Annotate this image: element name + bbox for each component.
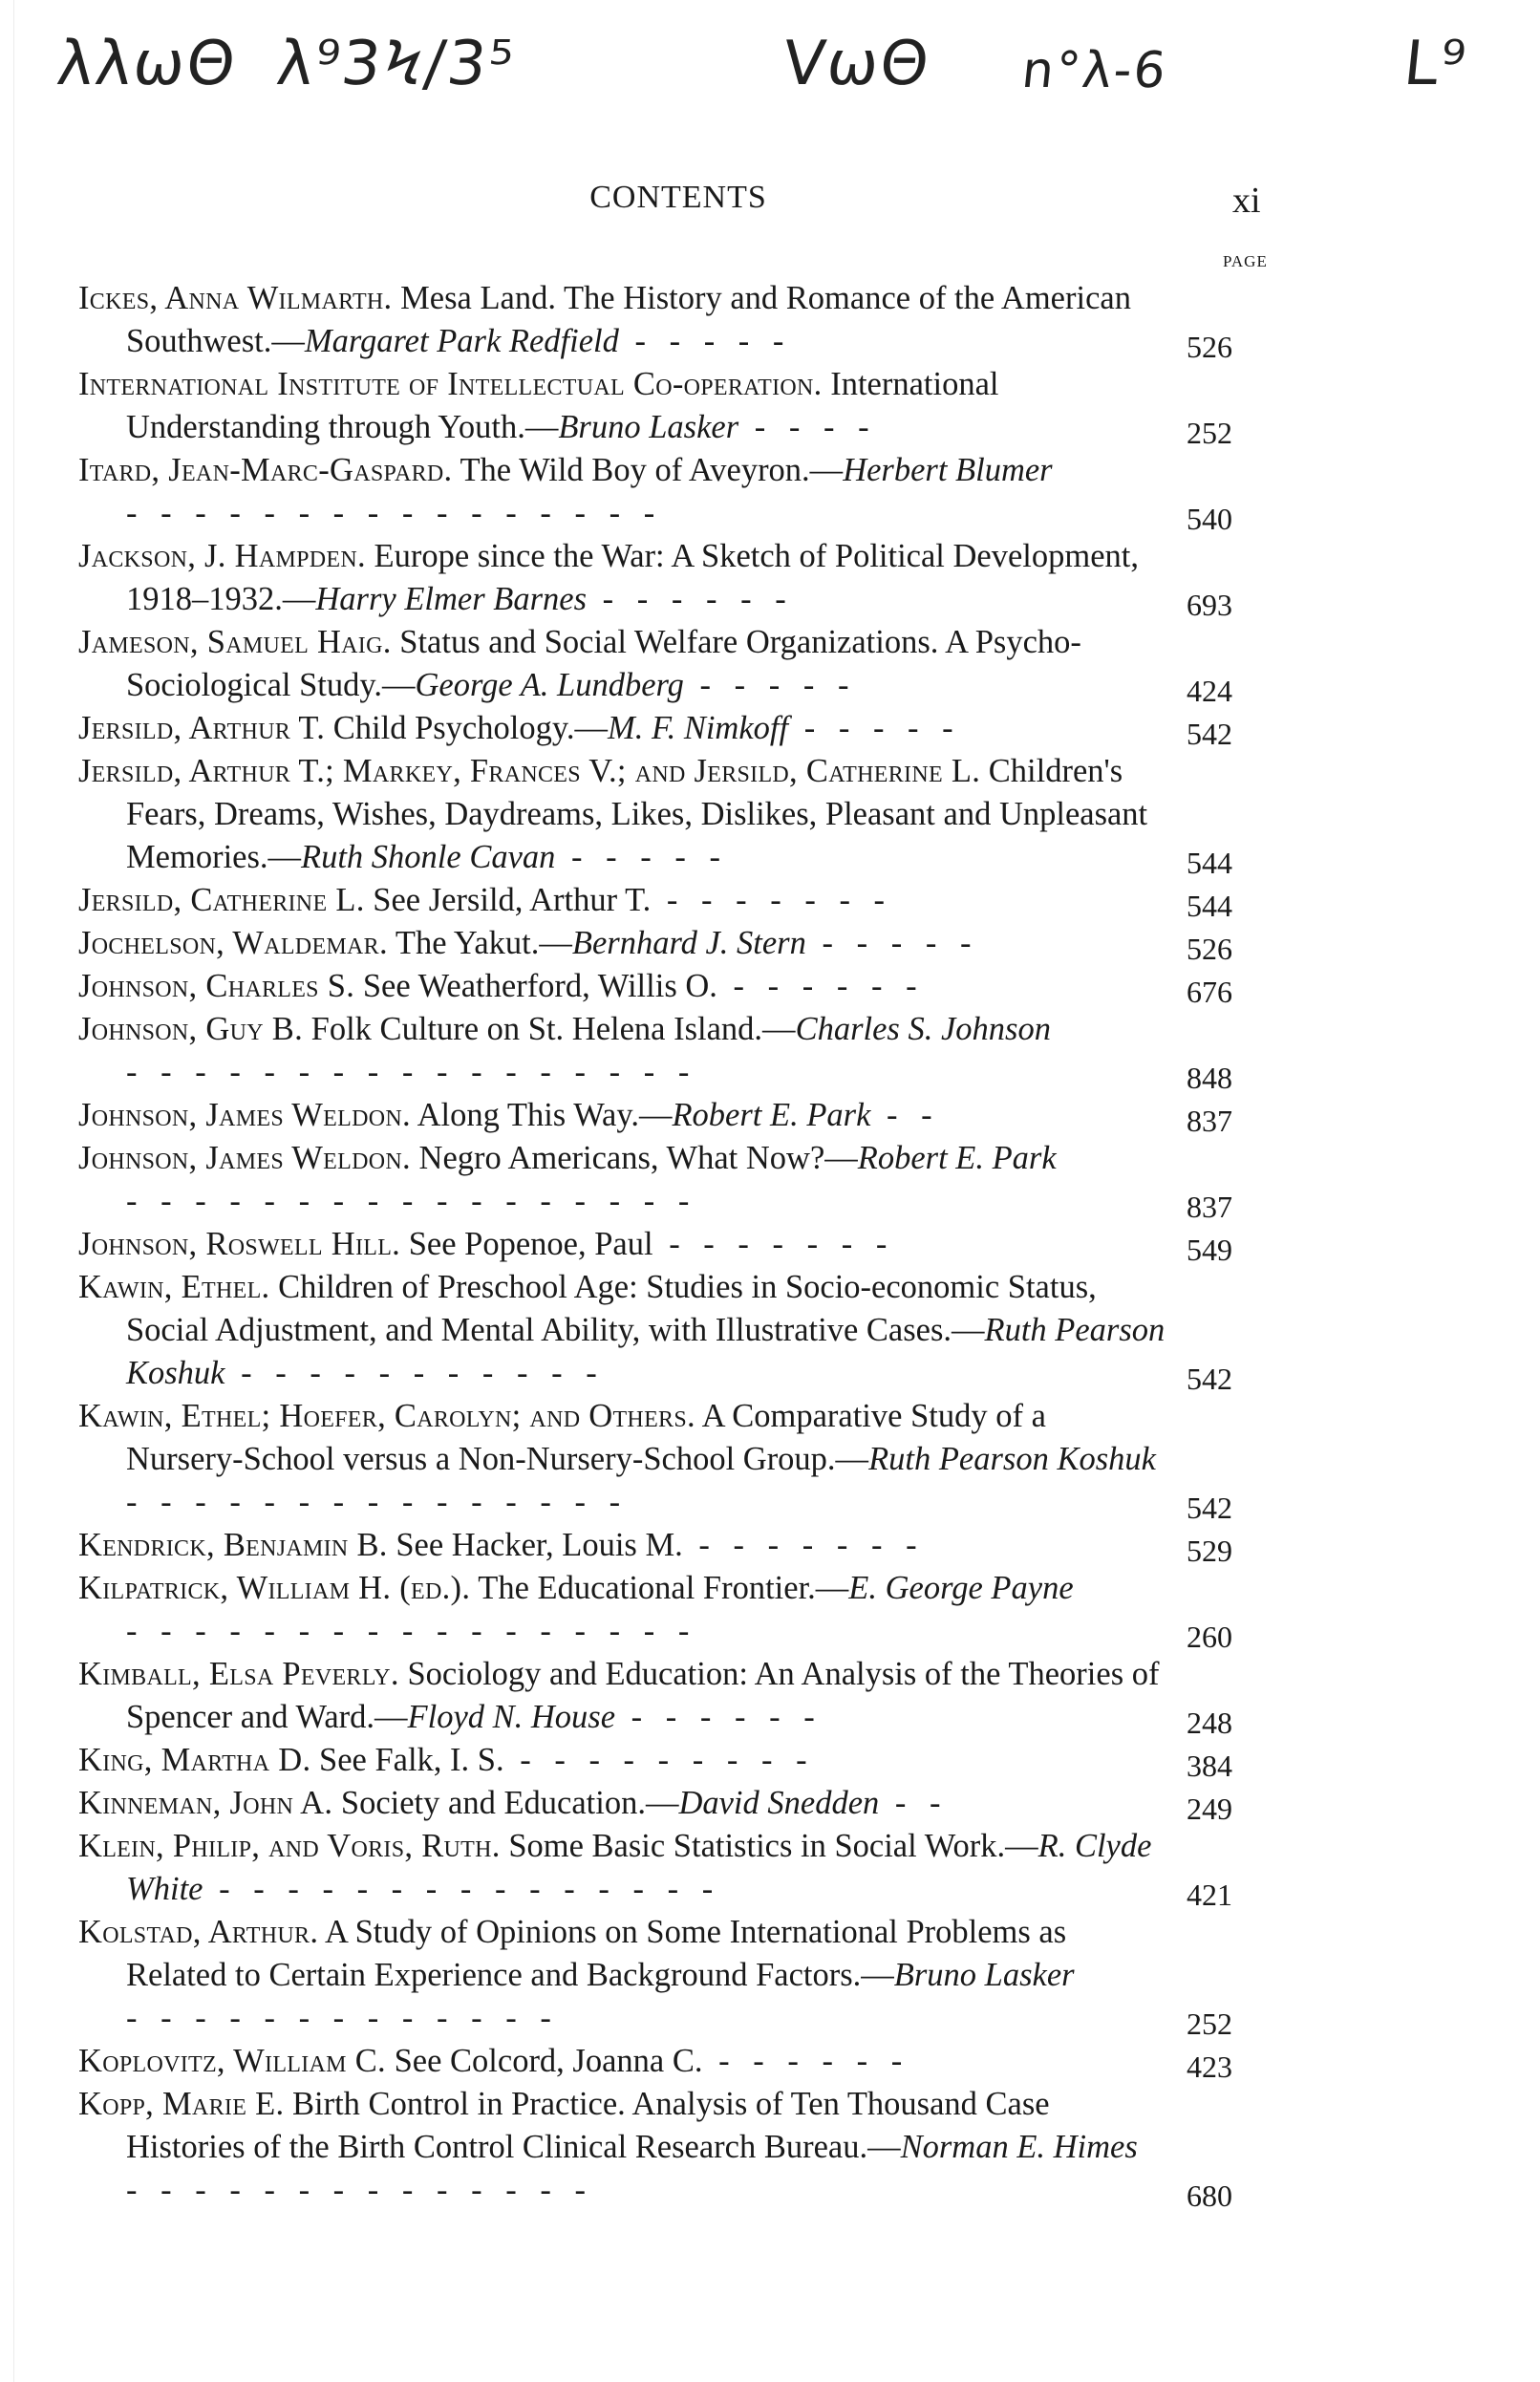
entry-page-number: 837: [1187, 1104, 1232, 1138]
book-title: See Popenoe, Paul: [400, 1226, 653, 1262]
reviewer-name: E. George Payne: [848, 1570, 1074, 1606]
dot-leader: - - - - - - -: [682, 1527, 925, 1563]
handwritten-note: λλωΘ: [53, 29, 241, 99]
book-title: The Wild Boy of Aveyron.—: [452, 452, 844, 488]
dot-leader: - - - -: [738, 409, 877, 445]
dot-leader: - - - - -: [805, 925, 979, 961]
contents-entry: [78, 1223, 1273, 1266]
contents-entry: [78, 363, 1273, 449]
contents-entry: [78, 1782, 1273, 1825]
entry-page-number: 680: [1187, 2178, 1232, 2213]
contents-entry: [78, 750, 1273, 879]
contents-entry: [78, 922, 1273, 965]
contents-entry: [78, 2040, 1273, 2083]
author-name: Jackson, J. Hampden.: [78, 538, 366, 574]
handwritten-note: n°λ-6: [1018, 42, 1170, 99]
page-number: xi: [1232, 181, 1261, 221]
dot-leader: - - - - - -: [587, 581, 794, 617]
author-name: Kawin, Ethel.: [78, 1269, 270, 1305]
entry-page-number: 248: [1187, 1706, 1232, 1740]
book-title: Society and Education.—: [332, 1785, 679, 1821]
author-name: Koplovitz, William C.: [78, 2043, 386, 2079]
contents-entry: [78, 449, 1273, 535]
dot-leader: - - - - - - -: [651, 882, 893, 918]
dot-leader: - - - - - - - - - - - - - - - - -: [126, 1183, 697, 1219]
reviewer-name: Herbert Blumer: [843, 452, 1053, 488]
reviewer-name: Margaret Park Redfield: [304, 323, 619, 359]
entry-page-number: 526: [1187, 932, 1232, 966]
entry-page-number: 424: [1187, 674, 1232, 708]
entry-page-number: 544: [1187, 846, 1232, 880]
reviewer-name: George A. Lundberg: [415, 667, 684, 703]
entry-page-number: 423: [1187, 2049, 1232, 2084]
dot-leader: - - - - - - - - - - - - - - -: [203, 1871, 721, 1907]
book-title: Negro Americans, What Now?—: [410, 1140, 858, 1176]
author-name: Jersild, Arthur T.; Markey, Frances V.; and Jersild, Catherine L.: [78, 753, 981, 789]
dot-leader: - - - - - - - - - - - - - - -: [126, 1484, 629, 1520]
entry-page-number: 542: [1187, 1491, 1232, 1525]
book-title: Children's Fears, Dreams, Wishes, Daydreams, Likes, Dislikes, Pleasant and Unpleasant Memories.—: [126, 753, 1148, 875]
entry-page-number: 252: [1187, 416, 1232, 450]
author-name: Kilpatrick, William H. (ed.).: [78, 1570, 471, 1606]
contents-entry: [78, 707, 1273, 750]
entry-page-number: 260: [1187, 1620, 1232, 1654]
author-name: Kawin, Ethel; Hoefer, Carolyn; and Others.: [78, 1398, 695, 1434]
reviewer-name: Norman E. Himes: [900, 2129, 1138, 2165]
contents-entry: [78, 1825, 1273, 1911]
contents-entry: [78, 1653, 1273, 1739]
contents-entry: [78, 1395, 1273, 1524]
dot-leader: - - - - -: [555, 839, 728, 875]
contents-entry: [78, 277, 1273, 363]
contents-entry: [78, 1524, 1273, 1567]
reviewer-name: Robert E. Park: [672, 1097, 871, 1133]
author-name: Kendrick, Benjamin B.: [78, 1527, 388, 1563]
reviewer-name: Ruth Pearson Koshuk: [868, 1441, 1156, 1477]
book-title: Birth Control in Practice. Analysis of Ten Thousand Case Histories of the Birth Control Clinical Research Bureau.—: [126, 2086, 1050, 2165]
reviewer-name: Floyd N. House: [407, 1699, 616, 1735]
book-title: The Yakut.—: [387, 925, 572, 961]
author-name: Jersild, Catherine L.: [78, 882, 365, 918]
dot-leader: - -: [879, 1785, 949, 1821]
dot-leader: - - - - -: [683, 667, 857, 703]
dot-leader: - - - - - - - - - - - - - -: [126, 2172, 593, 2208]
entry-page-number: 544: [1187, 889, 1232, 923]
entry-page-number: 542: [1187, 1362, 1232, 1396]
book-title: A Study of Opinions on Some International Problems as Related to Certain Experience and Background Factors.—: [126, 1914, 1067, 1993]
book-title: See Hacker, Louis M.: [387, 1527, 683, 1563]
entry-page-number: 384: [1187, 1749, 1232, 1783]
book-title: See Weatherford, Willis O.: [354, 968, 717, 1004]
author-name: International Institute of Intellectual Co-operation.: [78, 366, 823, 402]
author-name: Johnson, James Weldon.: [78, 1097, 411, 1133]
book-title: See Jersild, Arthur T.: [364, 882, 652, 918]
page-column-label: PAGE: [1223, 252, 1268, 270]
book-title: A Comparative Study of a Nursery-School versus a Non-Nursery-School Group.—: [126, 1398, 1046, 1477]
book-title: Children of Preschool Age: Studies in Socio-economic Status, Social Adjustment, and Mental Ability, with Illustrative Cases.—: [126, 1269, 1097, 1348]
dot-leader: - - - - - - - - - - - - - - - - -: [126, 1054, 697, 1090]
contents-entry: [78, 879, 1273, 922]
dot-leader: - - - - - - - - - - -: [225, 1355, 605, 1391]
reviewer-name: David Snedden: [678, 1785, 880, 1821]
handwritten-note: λ⁹3Ϟ/3⁵: [273, 29, 519, 99]
handwritten-note: VωΘ: [780, 29, 934, 99]
entry-page-number: 540: [1187, 502, 1232, 536]
entry-page-number: 529: [1187, 1534, 1232, 1568]
reviewer-name: Bruno Lasker: [558, 409, 739, 445]
dot-leader: - - - - -: [618, 323, 792, 359]
author-name: Johnson, James Weldon.: [78, 1140, 411, 1176]
book-title: Status and Social Welfare Organizations. A Psycho-Sociological Study.—: [126, 624, 1081, 703]
dot-leader: - - - - - - - - -: [503, 1742, 815, 1778]
author-name: Kinneman, John A.: [78, 1785, 333, 1821]
entry-page-number: 542: [1187, 717, 1232, 751]
dot-leader: - - - - - -: [717, 968, 925, 1004]
dot-leader: - - - - - -: [702, 2043, 910, 2079]
book-title: Europe since the War: A Sketch of Political Development, 1918–1932.—: [126, 538, 1139, 617]
running-head: CONTENTS: [589, 180, 767, 215]
page-edge-shadow: [13, 0, 14, 2382]
reviewer-name: R. Clyde White: [126, 1828, 1152, 1907]
author-name: Jersild, Arthur T.: [78, 710, 326, 746]
contents-entry: [78, 965, 1273, 1008]
contents-entry: [78, 1008, 1273, 1094]
author-name: Ickes, Anna Wilmarth.: [78, 280, 393, 316]
book-title: International Understanding through Youth.—: [126, 366, 999, 445]
dot-leader: - - - - - - -: [652, 1226, 895, 1262]
author-name: Jochelson, Waldemar.: [78, 925, 388, 961]
reviewer-name: Robert E. Park: [857, 1140, 1057, 1176]
entry-page-number: 848: [1187, 1061, 1232, 1095]
author-name: Johnson, Roswell Hill.: [78, 1226, 401, 1262]
contents-entry: [78, 2083, 1273, 2212]
reviewer-name: Bruno Lasker: [893, 1957, 1075, 1993]
dot-leader: - - - - -: [788, 710, 961, 746]
author-name: Kopp, Marie E.: [78, 2086, 285, 2122]
reviewer-name: M. F. Nimkoff: [607, 710, 789, 746]
contents-entry: [78, 1266, 1273, 1395]
reviewer-name: Harry Elmer Barnes: [315, 581, 588, 617]
dot-leader: - - - - - -: [615, 1699, 823, 1735]
author-name: Kimball, Elsa Peverly.: [78, 1656, 399, 1692]
contents-entry: [78, 1094, 1273, 1137]
entry-page-number: 676: [1187, 975, 1232, 1009]
book-title: See Falk, I. S.: [310, 1742, 504, 1778]
contents-entry: [78, 1137, 1273, 1223]
dot-leader: - - - - - - - - - - - - - - - -: [126, 495, 663, 531]
reviewer-name: Ruth Pearson Koshuk: [126, 1312, 1166, 1391]
book-title: Mesa Land. The History and Romance of the American Southwest.—: [126, 280, 1131, 359]
reviewer-name: Charles S. Johnson: [795, 1011, 1051, 1047]
dot-leader: - - - - - - - - - - - - - - - - -: [126, 1613, 697, 1649]
entry-page-number: 252: [1187, 2006, 1232, 2041]
dot-leader: - - - - - - - - - - - - -: [126, 2000, 559, 2036]
book-title: Sociology and Education: An Analysis of the Theories of Spencer and Ward.—: [126, 1656, 1160, 1735]
entry-page-number: 549: [1187, 1233, 1232, 1267]
book-title: Along This Way.—: [410, 1097, 673, 1133]
book-title: Child Psychology.—: [325, 710, 608, 746]
book-title: See Colcord, Joanna C.: [385, 2043, 703, 2079]
reviewer-name: Bernhard J. Stern: [571, 925, 806, 961]
author-name: Kolstad, Arthur.: [78, 1914, 319, 1950]
contents-entry: [78, 1739, 1273, 1782]
entry-page-number: 249: [1187, 1792, 1232, 1826]
author-name: Johnson, Guy B.: [78, 1011, 304, 1047]
author-name: Klein, Philip, and Voris, Ruth.: [78, 1828, 501, 1864]
contents-entry: [78, 621, 1273, 707]
author-name: Johnson, Charles S.: [78, 968, 355, 1004]
contents-list: [78, 277, 1273, 2212]
entry-page-number: 421: [1187, 1878, 1232, 1912]
author-name: King, Martha D.: [78, 1742, 311, 1778]
contents-entry: [78, 1567, 1273, 1653]
book-title: Some Basic Statistics in Social Work.—: [500, 1828, 1038, 1864]
contents-entry: [78, 1911, 1273, 2040]
author-name: Itard, Jean-Marc-Gaspard.: [78, 452, 453, 488]
contents-entry: [78, 535, 1273, 621]
entry-page-number: 526: [1187, 330, 1232, 364]
author-name: Jameson, Samuel Haig.: [78, 624, 392, 660]
reviewer-name: Ruth Shonle Cavan: [301, 839, 556, 875]
book-title: The Educational Frontier.—: [470, 1570, 849, 1606]
handwritten-note: L⁹: [1401, 29, 1471, 99]
book-title: Folk Culture on St. Helena Island.—: [303, 1011, 796, 1047]
dot-leader: - -: [870, 1097, 940, 1133]
entry-page-number: 693: [1187, 588, 1232, 622]
entry-page-number: 837: [1187, 1190, 1232, 1224]
